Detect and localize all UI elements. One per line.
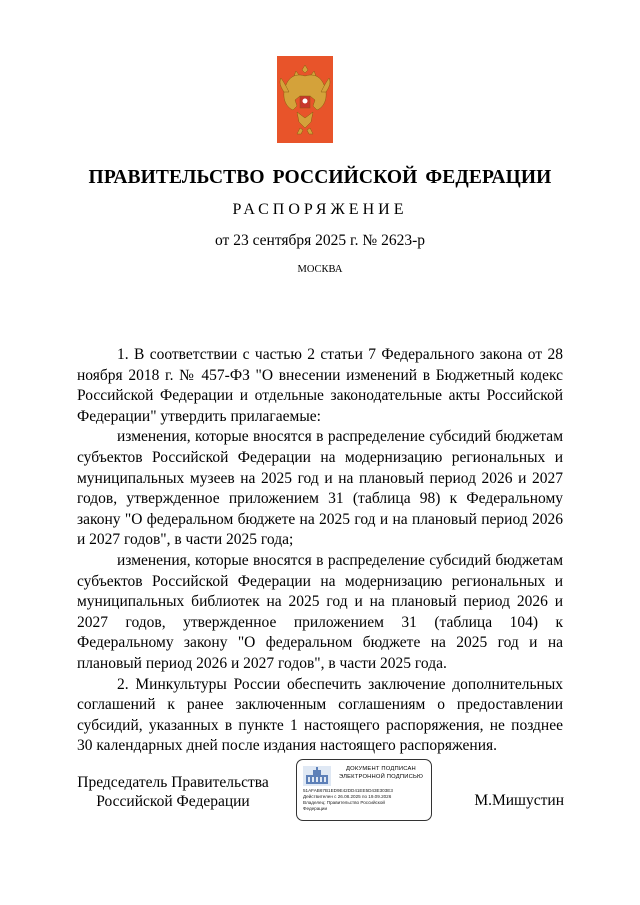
paragraph-4: 2. Минкультуры России обеспечить заключение дополнительных соглашений к ранее заключенным соглашениям о предоставлении субсидий, указанных в пункте 1 настоящего распоряжения, не позднее 30 календарных дней после издания настоящего распоряжения. <box>77 675 563 755</box>
government-building-icon <box>303 766 331 786</box>
signatory-position <box>76 773 270 811</box>
document-body <box>77 345 563 757</box>
stamp-title-line-1: ДОКУМЕНТ ПОДПИСАН <box>346 766 416 772</box>
position-line-1: Председатель Правительства <box>77 774 269 791</box>
government-title: ПРАВИТЕЛЬСТВО РОССИЙСКОЙ ФЕДЕРАЦИИ <box>88 167 552 188</box>
paragraph-3: изменения, которые вносятся в распределение субсидий бюджетам субъектов Российской Федерации на модернизацию региональных и муниципальных библиотек на 2025 год и на плановый период 2026 и 2027 годов, утвержденное приложением 31 (таблица 104) к Федеральному закону "О федеральном бюджете на 2025 год и на плановый период 2026 и 2027 годов", в части 2025 года. <box>77 551 563 672</box>
paragraph-1: 1. В соответствии с частью 2 статьи 7 Федерального закона от 28 ноября 2018 г. № 457-ФЗ "О внесении изменений в Бюджетный кодекс Российской Федерации и отдельные законодательные акты Российской Федерации" утвердить прилагаемые: <box>77 346 563 425</box>
signatory-name: М.Мишустин <box>474 792 564 809</box>
stamp-title <box>333 765 429 781</box>
russian-coat-of-arms-icon <box>277 56 333 143</box>
document-type: РАСПОРЯЖЕНИЕ <box>232 201 408 218</box>
stamp-owner-line-1: Владелец: Правительство Российской <box>303 800 385 805</box>
document-city: МОСКВА <box>297 264 343 275</box>
document-date-number: от 23 сентября 2025 г. № 2623-р <box>215 232 425 249</box>
stamp-owner-line-2: Федерации <box>303 806 328 811</box>
paragraph-2: изменения, которые вносятся в распределение субсидий бюджетам субъектов Российской Федерации на модернизацию региональных и муниципальных музеев на 2025 год и на плановый период 2026 и 2027 годов, утвержденное приложением 31 (таблица 98) к Федеральному закону "О федеральном бюджете на 2025 год и на плановый период 2026 и 2027 годов", в части 2025 года; <box>77 428 563 549</box>
stamp-validity: Действителен с 26.08.2025 по 19.09.2026 <box>303 794 392 799</box>
stamp-certificate: 51AFAB67B1ED9E42DD41EE5D43E303E3 <box>303 788 393 793</box>
stamp-title-line-2: ЭЛЕКТРОННОЙ ПОДПИСЬЮ <box>338 774 424 780</box>
stamp-details <box>303 788 429 812</box>
position-line-2: Российской Федерации <box>96 793 250 810</box>
electronic-signature-stamp <box>296 759 432 821</box>
